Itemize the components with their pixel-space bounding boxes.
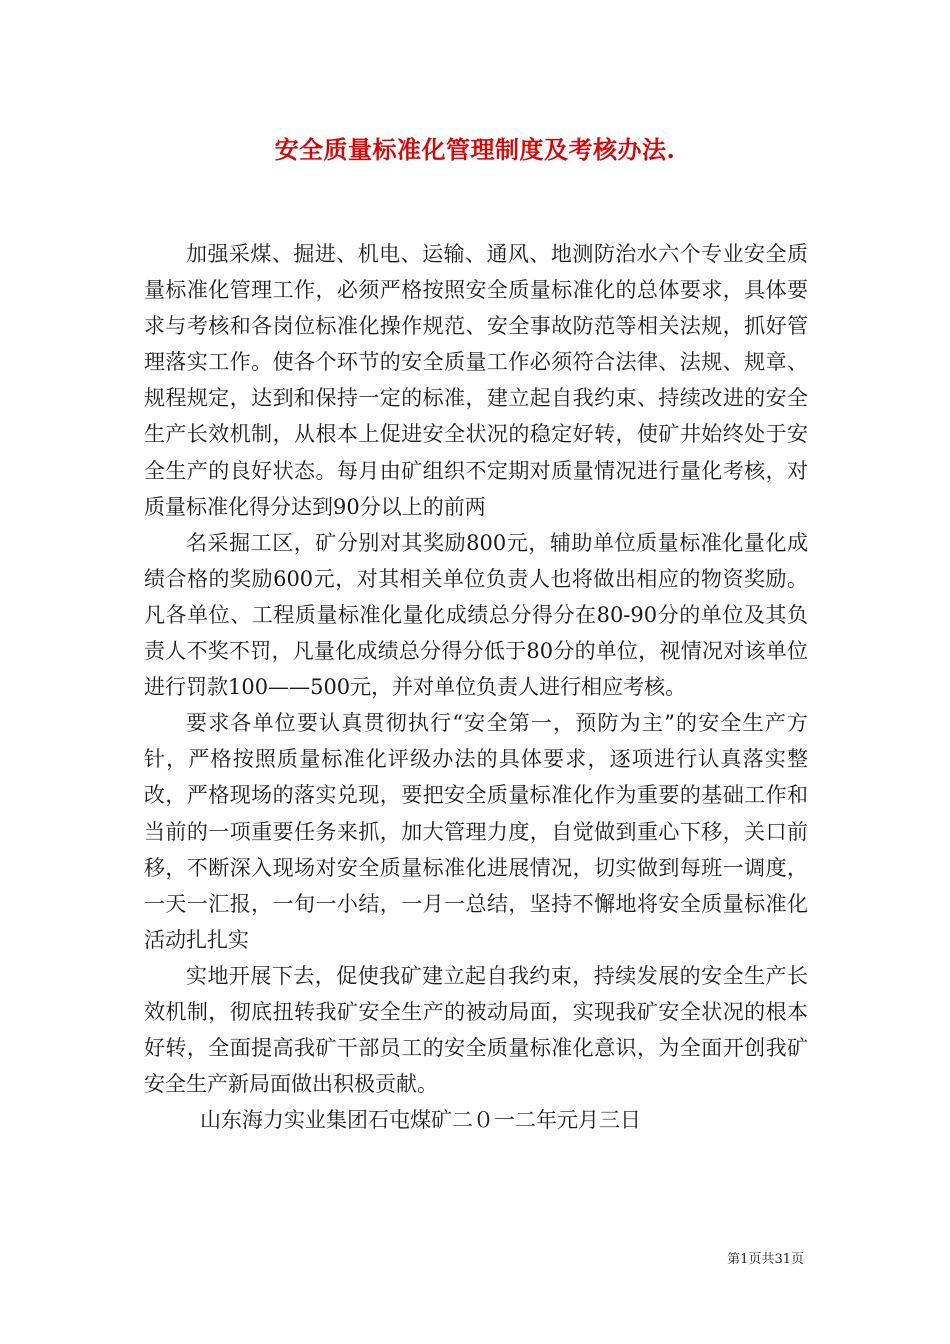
page-number-footer: 第1页共31页 [727, 1252, 804, 1267]
signature-line: 山东海力实业集团石屯煤矿二０一二年元月三日 [200, 1108, 641, 1133]
paragraph-2: 名采掘工区，矿分别对其奖励800元，辅助单位质量标准化量化成绩合格的奖励600元，对其相关单位负责人也将做出相应的物资奖励。凡各单位、工程质量标准化量化成绩总分得分在80-90分的单位及其负责人不奖不罚，凡量化成绩总分得分低于80分的单位，视情况对该单位进行罚款100——500元，并对单位负责人进行相应考核。 [144, 530, 808, 700]
paragraph-3: 要求各单位要认真贯彻执行“安全第一，预防为主”的安全生产方针，严格按照质量标准化评级办法的具体要求，逐项进行认真落实整改，严格现场的落实兑现，要把安全质量标准化作为重要的基础工作和当前的一项重要任务来抓，加大管理力度，自觉做到重心下移，关口前移，不断深入现场对安全质量标准化进展情况，切实做到每班一调度，一天一汇报，一旬一小结，一月一总结，坚持不懈地将安全质量标准化活动扎扎实 [144, 711, 808, 952]
document-body [144, 236, 808, 1138]
paragraph-1: 加强采煤、掘进、机电、运输、通风、地测防治水六个专业安全质量标准化管理工作，必须严格按照安全质量标准化的总体要求，具体要求与考核和各岗位标准化操作规范、安全事故防范等相关法规，抓好管理落实工作。使各个环节的安全质量工作必须符合法律、法规、规章、规程规定，达到和保持一定的标准，建立起自我约束、持续改进的安全生产长效机制，从根本上促进安全状况的稳定好转，使矿井始终处于安全生产的良好状态。每月由矿组织不定期对质量情况进行量化考核，对质量标准化得分达到90分以上的前两 [144, 242, 808, 519]
paragraph-4: 实地开展下去，促使我矿建立起自我约束，持续发展的安全生产长效机制，彻底扭转我矿安全生产的被动局面，实现我矿安全状况的根本好转，全面提高我矿干部员工的安全质量标准化意识，为全面开创我矿安全生产新局面做出积极贡献。 [144, 963, 808, 1097]
document-title: 安全质量标准化管理制度及考核办法. [274, 135, 676, 164]
